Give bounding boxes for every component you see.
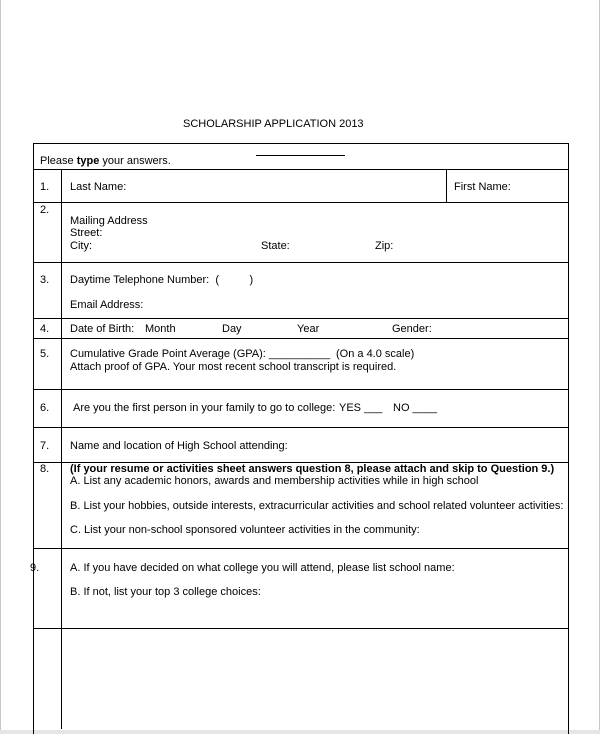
- row-number: 4.: [40, 323, 50, 335]
- q8-part-c[interactable]: C. List your non-school sponsored volunteer activities in the community:: [70, 524, 420, 536]
- q8-part-a[interactable]: A. List any academic honors, awards and membership activities while in high school: [70, 475, 479, 487]
- form-title: SCHOLARSHIP APPLICATION 2013: [183, 118, 364, 130]
- row-number: 1.: [40, 181, 50, 193]
- email-field[interactable]: Email Address:: [70, 299, 144, 311]
- row-divider: [33, 427, 568, 428]
- dob-month-field[interactable]: Month: [145, 323, 176, 335]
- form-table: [33, 143, 569, 734]
- q8-part-b[interactable]: B. List your hobbies, outside interests, extracurricular activities and school related volunteer activities:: [70, 500, 564, 512]
- instruction-text: Please type your answers.: [40, 155, 171, 167]
- dob-year-field[interactable]: Year: [297, 323, 320, 335]
- first-name-divider: [446, 169, 447, 202]
- row-number: 9.: [30, 562, 40, 574]
- row-divider: [33, 318, 568, 319]
- row-number: 3.: [40, 274, 50, 286]
- state-field[interactable]: State:: [261, 240, 290, 252]
- phone-field[interactable]: Daytime Telephone Number: ( ): [70, 274, 254, 286]
- row-number: 5.: [40, 348, 50, 360]
- first-person-yes[interactable]: YES ___: [339, 402, 383, 414]
- high-school-field[interactable]: Name and location of High School attending:: [70, 440, 288, 452]
- row-divider: [33, 202, 568, 203]
- zip-field[interactable]: Zip:: [375, 240, 394, 252]
- row-divider: [33, 389, 568, 390]
- dob-label: Date of Birth:: [70, 323, 135, 335]
- q8-instruction: (If your resume or activities sheet answers question 8, please attach and skip to Question 9.): [70, 463, 555, 475]
- row-divider: [33, 548, 568, 549]
- gpa-scale-note: (On a 4.0 scale): [336, 348, 415, 360]
- q9-part-b[interactable]: B. If not, list your top 3 college choices:: [70, 586, 261, 598]
- dob-day-field[interactable]: Day: [222, 323, 242, 335]
- row-divider: [33, 338, 568, 339]
- first-name-field[interactable]: First Name:: [454, 181, 511, 193]
- row-divider: [33, 628, 568, 629]
- last-name-field[interactable]: Last Name:: [70, 181, 127, 193]
- gpa-proof-note: Attach proof of GPA. Your most recent school transcript is required.: [70, 361, 397, 373]
- city-field[interactable]: City:: [70, 240, 92, 252]
- signature-line: [256, 155, 345, 156]
- first-person-no[interactable]: NO ____: [393, 402, 438, 414]
- number-column-divider: [61, 169, 62, 729]
- mailing-address-label: Mailing Address: [70, 215, 148, 227]
- row-number: 8.: [40, 463, 50, 475]
- street-field[interactable]: Street:: [70, 227, 103, 239]
- row-divider: [33, 169, 568, 170]
- gpa-field[interactable]: Cumulative Grade Point Average (GPA): __________: [70, 348, 331, 360]
- row-number: 2.: [40, 204, 50, 216]
- gender-field[interactable]: Gender:: [392, 323, 432, 335]
- row-number: 6.: [40, 402, 50, 414]
- first-person-question: Are you the first person in your family to go to college:: [73, 402, 336, 414]
- row-number: 7.: [40, 440, 50, 452]
- row-divider: [33, 262, 568, 263]
- q9-part-a[interactable]: A. If you have decided on what college you will attend, please list school name:: [70, 562, 455, 574]
